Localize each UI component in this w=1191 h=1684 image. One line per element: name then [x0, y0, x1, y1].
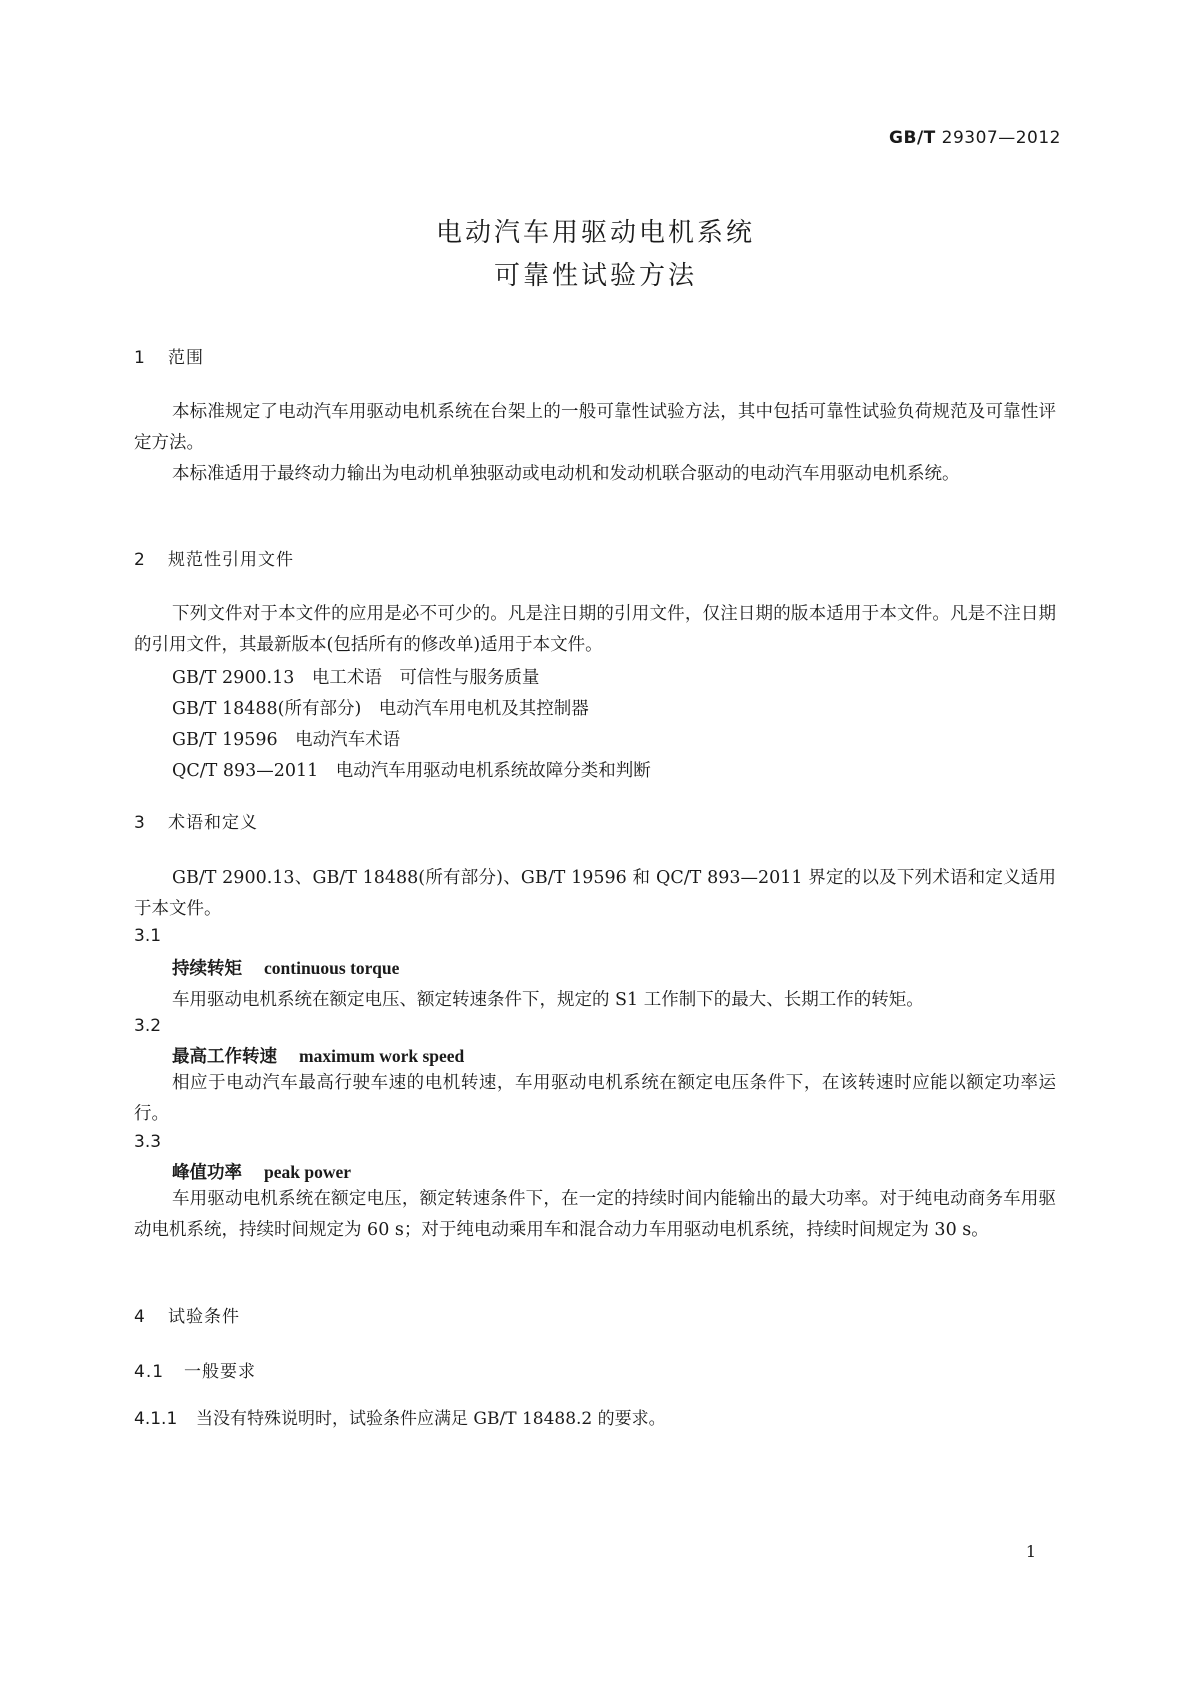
term-definition: 车用驱动电机系统在额定电压、额定转速条件下，规定的 S1 工作制下的最大、长期工作的转矩。: [172, 990, 924, 1010]
term-definition: 车用驱动电机系统在额定电压，额定转速条件下，在一定的持续时间内能输出的最大功率。对于纯电动商务车用驱动电机系统，持续时间规定为 60 s；对于纯电动乘用车和混合动力车用驱动电机系统，持续时间规定为 30 s。: [134, 1189, 1056, 1240]
section-number: 3: [134, 813, 146, 833]
term-heading: [172, 955, 399, 980]
term-english: peak power: [264, 1162, 352, 1182]
section-3-heading: [134, 808, 258, 833]
section-2-paragraph: 下列文件对于本文件的应用是必不可少的。凡是注日期的引用文件，仅注日期的版本适用于本文件。凡是不注日期的引用文件，其最新版本(包括所有的修改单)适用于本文件。: [134, 604, 1056, 655]
reference-item: GB/T 2900.13 电工术语 可信性与服务质量: [172, 668, 540, 688]
standard-code: 29307—2012: [941, 128, 1061, 148]
reference-item: GB/T 18488(所有部分) 电动汽车用电机及其控制器: [172, 699, 589, 719]
clause-text: 当没有特殊说明时，试验条件应满足 GB/T 18488.2 的要求。: [196, 1409, 666, 1429]
page-number: 1: [1025, 1542, 1036, 1561]
clause-number: 4.1.1: [134, 1409, 178, 1429]
section-title: 术语和定义: [168, 813, 258, 833]
section-4-heading: [134, 1302, 240, 1327]
term-chinese: 最高工作转速: [172, 1047, 277, 1067]
reference-item: QC/T 893—2011 电动汽车用驱动电机系统故障分类和判断: [172, 761, 651, 781]
subsection-number: 4.1: [134, 1362, 165, 1382]
subsection-4-1-heading: [134, 1357, 256, 1382]
term-number: 3.2: [134, 1016, 162, 1036]
term-heading: [172, 1043, 464, 1068]
section-title: 范围: [168, 348, 204, 368]
reference-item: GB/T 19596 电动汽车术语: [172, 730, 401, 750]
term-heading: [172, 1159, 351, 1184]
term-english: maximum work speed: [299, 1046, 465, 1066]
term-number: 3.3: [134, 1132, 162, 1152]
section-number: 2: [134, 550, 146, 570]
term-chinese: 持续转矩: [172, 959, 242, 979]
section-title: 试验条件: [168, 1307, 240, 1327]
section-title: 规范性引用文件: [168, 550, 294, 570]
subsection-title: 一般要求: [184, 1362, 256, 1382]
standard-number: [889, 128, 1061, 148]
section-number: 4: [134, 1307, 146, 1327]
section-3-paragraph: GB/T 2900.13、GB/T 18488(所有部分)、GB/T 19596 和 QC/T 893—2011 界定的以及下列术语和定义适用于本文件。: [134, 868, 1056, 919]
document-title-line2: 可靠性试验方法: [493, 261, 697, 291]
term-number: 3.1: [134, 926, 162, 946]
section-2-heading: [134, 545, 294, 570]
standard-prefix: GB/T: [889, 128, 936, 148]
section-1-paragraph-2: 本标准适用于最终动力输出为电动机单独驱动或电动机和发动机联合驱动的电动汽车用驱动电机系统。: [172, 464, 960, 484]
term-english: continuous torque: [264, 958, 400, 978]
clause-4-1-1: [134, 1404, 666, 1429]
section-1-heading: [134, 343, 204, 368]
section-number: 1: [134, 348, 146, 368]
section-1-paragraph-1: 本标准规定了电动汽车用驱动电机系统在台架上的一般可靠性试验方法，其中包括可靠性试验负荷规范及可靠性评定方法。: [134, 402, 1056, 453]
document-title-line1: 电动汽车用驱动电机系统: [435, 218, 755, 248]
term-chinese: 峰值功率: [172, 1163, 242, 1183]
term-definition: 相应于电动汽车最高行驶车速的电机转速，车用驱动电机系统在额定电压条件下，在该转速时应能以额定功率运行。: [134, 1073, 1056, 1124]
